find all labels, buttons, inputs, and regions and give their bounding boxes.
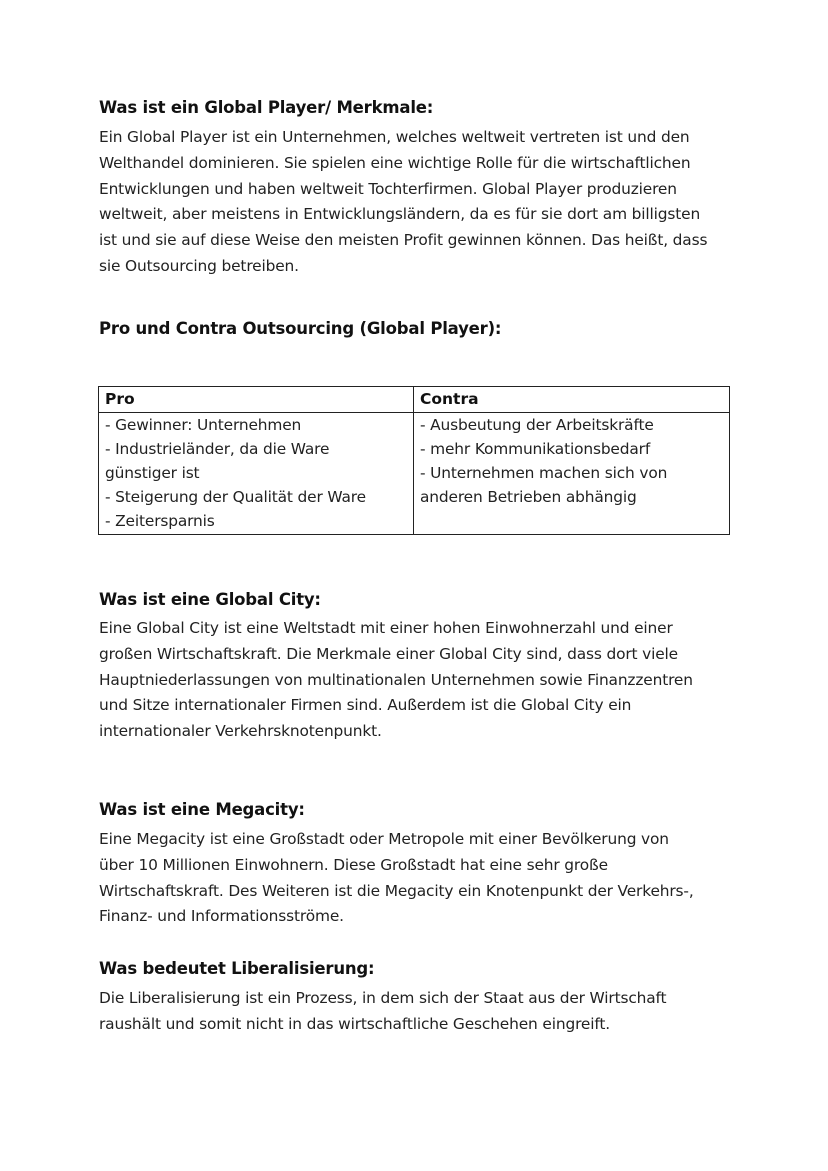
table-cell-pro <box>99 413 414 535</box>
contra-item: - Ausbeutung der Arbeitskräfte <box>420 416 654 434</box>
text-line: raushält und somit nicht in das wirtschaftliche Geschehen eingreift. <box>99 1014 610 1033</box>
pro-item: - Zeitersparnis <box>105 512 215 530</box>
heading-pro-contra: Pro und Contra Outsourcing (Global Player): <box>99 319 502 338</box>
text-line: Wirtschaftskraft. Des Weiteren ist die Megacity ein Knotenpunkt der Verkehrs-, <box>99 881 694 900</box>
heading-global-city: Was ist eine Global City: <box>99 590 321 609</box>
table-header-pro: Pro <box>99 387 414 413</box>
text-line: ist und sie auf diese Weise den meisten Profit gewinnen können. Das heißt, dass <box>99 231 708 250</box>
paragraph-liberalisierung <box>99 986 739 1038</box>
paragraph-global-city <box>99 616 739 745</box>
pro-contra-table <box>98 386 730 535</box>
text-line: Finanz- und Informationsströme. <box>99 907 344 926</box>
text-line: über 10 Millionen Einwohnern. Diese Großstadt hat eine sehr große <box>99 855 608 874</box>
text-line: weltweit, aber meistens in Entwicklungsländern, da es für sie dort am billigsten <box>99 205 701 224</box>
table-header-contra: Contra <box>414 387 730 413</box>
paragraph-megacity <box>99 827 739 930</box>
heading-global-player: Was ist ein Global Player/ Merkmale: <box>99 98 434 117</box>
heading-liberalisierung: Was bedeutet Liberalisierung: <box>99 959 375 978</box>
text-line: sie Outsourcing betreiben. <box>99 256 299 275</box>
contra-item: - Unternehmen machen sich von <box>420 464 668 482</box>
text-line: Eine Global City ist eine Weltstadt mit einer hohen Einwohnerzahl und einer <box>99 619 673 637</box>
text-line: Hauptniederlassungen von multinationalen Unternehmen sowie Finanzzentren <box>99 670 693 689</box>
text-line: Entwicklungen und haben weltweit Tochterfirmen. Global Player produzieren <box>99 179 677 198</box>
pro-item: - Steigerung der Qualität der Ware <box>105 488 366 506</box>
table-header-row <box>99 387 730 413</box>
text-line: internationaler Verkehrsknotenpunkt. <box>99 722 382 741</box>
text-line: Ein Global Player ist ein Unternehmen, welches weltweit vertreten ist und den <box>99 128 690 146</box>
pro-item: - Industrieländer, da die Ware <box>105 440 330 458</box>
text-line: großen Wirtschaftskraft. Die Merkmale einer Global City sind, dass dort viele <box>99 644 678 663</box>
pro-item: - Gewinner: Unternehmen <box>105 416 302 434</box>
text-line: Welthandel dominieren. Sie spielen eine wichtige Rolle für die wirtschaftlichen <box>99 153 691 172</box>
contra-item: anderen Betrieben abhängig <box>420 488 637 506</box>
heading-megacity: Was ist eine Megacity: <box>99 800 305 819</box>
text-line: und Sitze internationaler Firmen sind. Außerdem ist die Global City ein <box>99 696 632 715</box>
table-row <box>99 413 730 535</box>
table-cell-contra <box>414 413 730 535</box>
pro-item: günstiger ist <box>105 464 200 482</box>
text-line: Eine Megacity ist eine Großstadt oder Metropole mit einer Bevölkerung von <box>99 830 669 848</box>
paragraph-global-player <box>99 125 739 280</box>
contra-item: - mehr Kommunikationsbedarf <box>420 440 651 458</box>
text-line: Die Liberalisierung ist ein Prozess, in dem sich der Staat aus der Wirtschaft <box>99 989 667 1007</box>
